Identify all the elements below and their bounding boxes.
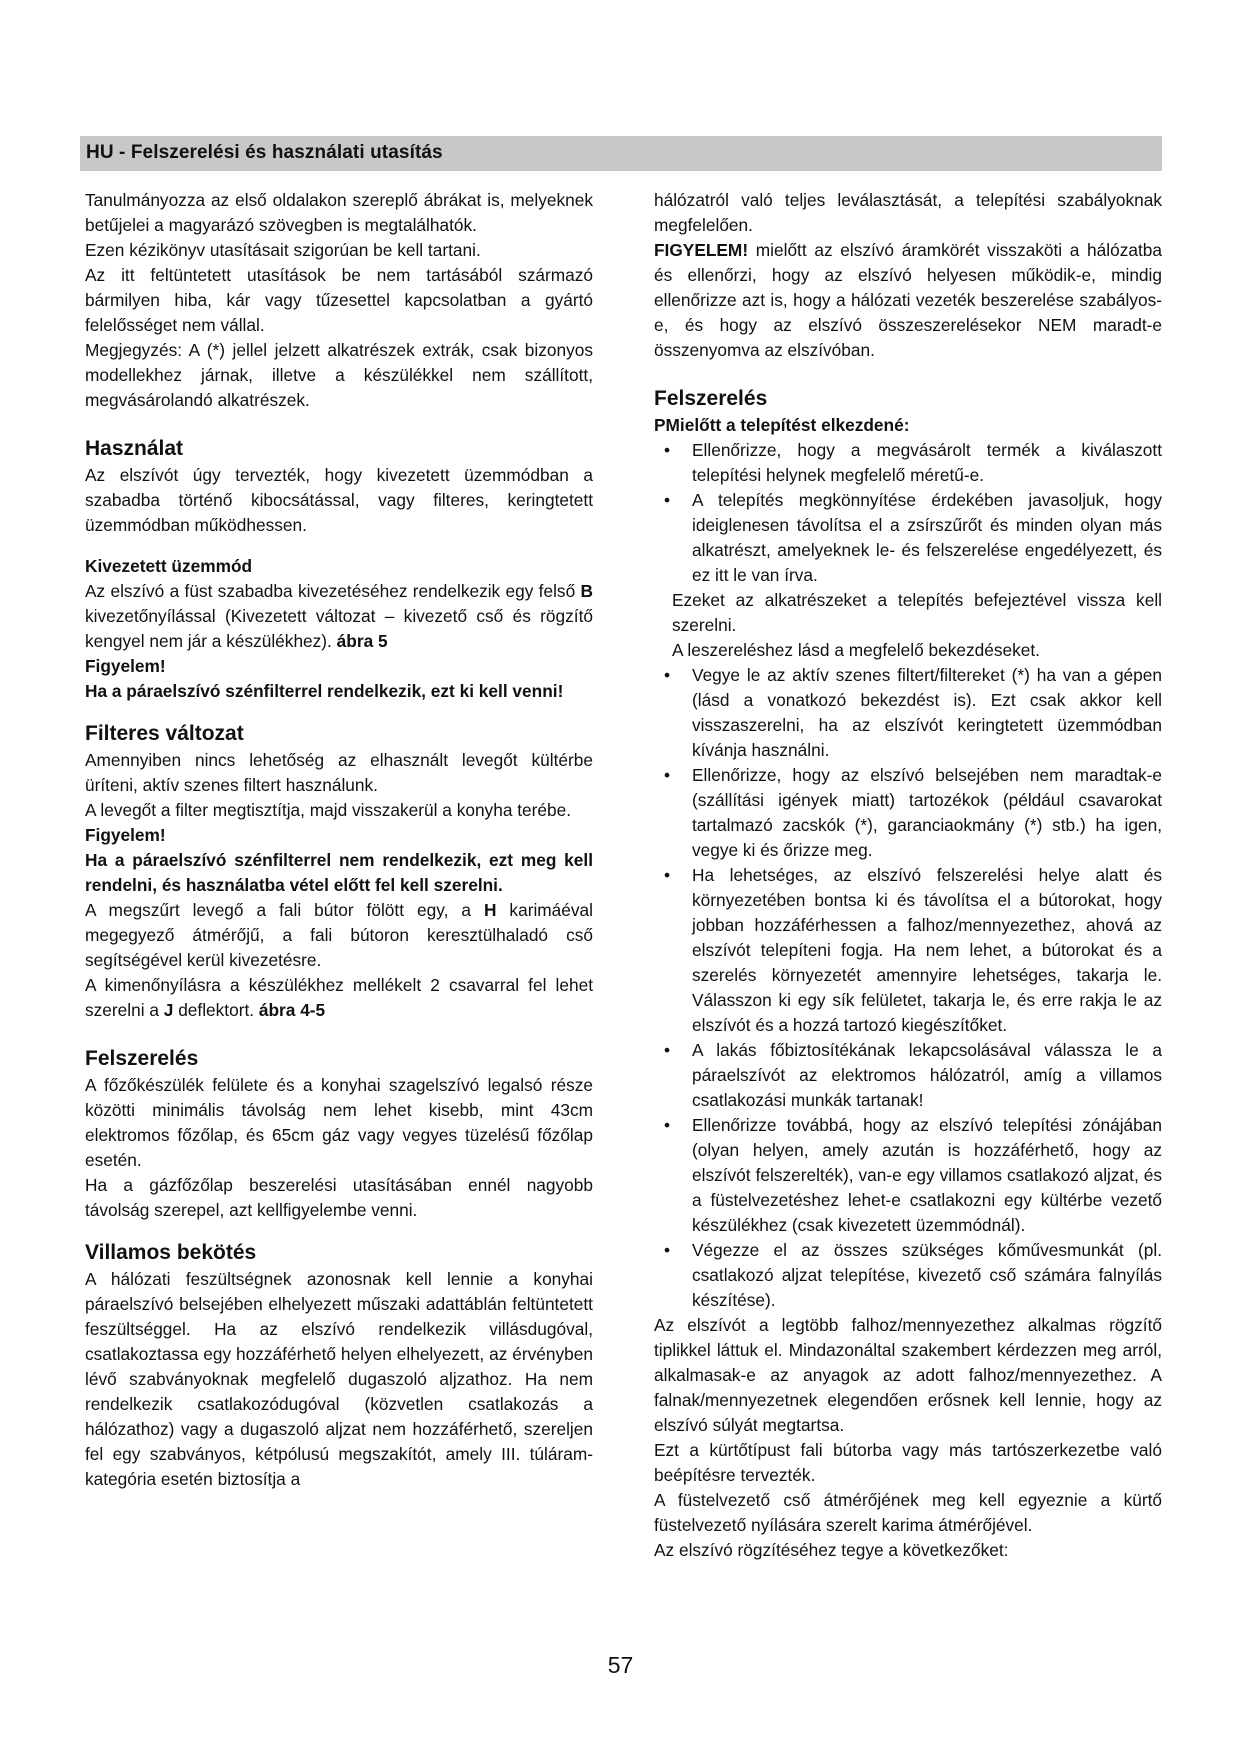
felszereles-right-heading: Felszerelés — [654, 387, 768, 410]
kivezetett-warning-title: Figyelem! — [85, 656, 166, 676]
kivezetett-heading: Kivezetett üzemmód — [85, 556, 253, 576]
filteres-warning-text: Ha a páraelszívó szénfilterrel nem rendelkezik, ezt meg kell rendelni, és használatba vétel előtt fel kell szerelni. — [85, 850, 593, 895]
felszereles-heading: Felszerelés — [85, 1047, 199, 1070]
right-column — [654, 188, 1162, 1563]
felszereles-paragraph: Ha a gázfőzőlap beszerelési utasításában ennél nagyobb távolság szerepel, azt kellfigyelembe venni. — [85, 1175, 593, 1220]
tail-paragraph: A füstelvezető cső átmérőjének meg kell egyeznie a kürtő füstelvezető nyílására szerelt karima átmérőjével. — [654, 1490, 1162, 1535]
intro-paragraph: Tanulmányozza az első oldalakon szereplő ábrákat is, melyeknek betűjelei a magyarázó szövegben is megtalálhatók. — [85, 190, 593, 235]
list-item: • A lakás főbiztosítékának lekapcsolásával válassza le a páraelszívót az elektromos hálózatról, amíg a villamos csatlakozási munkák tartanak! — [654, 1038, 1162, 1113]
filteres-paragraph: Amennyiben nincs lehetőség az elhasznált levegőt kültérbe üríteni, aktív szenes filtert használunk. — [85, 750, 593, 795]
list-item: • Végezze el az összes szükséges kőművesmunkát (pl. csatlakozó aljzat telepítése, kivezető cső számára falnyílás készítése). — [654, 1238, 1162, 1313]
tail-paragraph: Ezt a kürtőtípust fali bútorba vagy más tartószerkezetbe való beépítésre tervezték. — [654, 1440, 1162, 1485]
list-item: • Ellenőrizze, hogy a megvásárolt termék a kiválaszott telepítési helynek megfelelő méretű-e. — [654, 438, 1162, 488]
pre-install-heading: PMielőtt a telepítést elkezdené: — [654, 415, 910, 435]
filteres-warning-title: Figyelem! — [85, 825, 166, 845]
leszereles-note: A leszereléshez lásd a megfelelő bekezdéseket. — [672, 640, 1040, 660]
filteres-heading: Filteres változat — [85, 722, 244, 745]
filteres-paragraph: A megszűrt levegő a fali bútor fölött egy, a H karimáéval megegyező átmérőjű, a fali bútoron keresztülhaladó cső segítségével kerül kivezetésre. — [85, 900, 593, 970]
villamos-paragraph: A hálózati feszültségnek azonosnak kell lennie a konyhai páraelszívó belsejében elhelyezett műszaki adattáblán feltüntetett feszültséggel. Ha az elszívó rendelkezik villásdugóval, csatlakoztassa egy hozzáférhető helyen elhelyezett, az érvényben lévő szabványoknak megfelelő dugaszoló aljzathoz. Ha nem rendelkezik csatlakozódugóval (közvetlen csatlakozás a hálózathoz) vagy a dugaszoló aljzat nem hozzáférhető, szereljen fel egy szabványos, kétpólusú megszakítót, amely III. túláram-kategória esetén biztosítja a — [85, 1269, 593, 1489]
tail-paragraph: Az elszívót a legtöbb falhoz/mennyezethez alkalmas rögzítő tiplikkel láttuk el. Mindazonáltal szakembert kérdezzen meg arról, alkalmasak-e az anyagok az adott falhoz/mennyezethez. A falnak/mennyezetnek elegendően erősnek kell lennie, hogy az elszívó súlyát megtartsa. — [654, 1315, 1162, 1435]
intro-paragraph: Ezen kézikönyv utasításait szigorúan be kell tartani. — [85, 240, 481, 260]
hasznalat-text: Az elszívót úgy tervezték, hogy kivezetett üzemmódban a szabadba történő kibocsátással, vagy filteres, keringtetett üzemmódban működhessen. — [85, 465, 593, 535]
villamos-heading: Villamos bekötés — [85, 1241, 257, 1264]
list-item: • Ellenőrizze továbbá, hogy az elszívó telepítési zónájában (olyan helyen, amely azután is hozzáférhető, hogy az elszívót felszerelték), van-e egy villamos csatlakozó aljzat, és a füstelvezetéshez lehet-e csatlakozni egy kültérbe vezető készülékhez (csak kivezetett üzemmódnál). — [654, 1113, 1162, 1238]
tail-paragraph: Az elszívó rögzítéséhez tegye a következőket: — [654, 1540, 1009, 1560]
intro-paragraph: Az itt feltüntetett utasítások be nem tartásából származó bármilyen hiba, kár vagy tűzesettel kapcsolatban a gyártó felelősséget nem vállal. — [85, 265, 593, 335]
continued-paragraph: hálózatról való teljes leválasztását, a telepítési szabályoknak megfelelően. — [654, 190, 1162, 235]
section-header — [80, 136, 1162, 171]
intro-paragraph: Megjegyzés: A (*) jellel jelzett alkatrészek extrák, csak bizonyos modellekhez járnak, illetve a készülékkel nem szállított, megvásárolandó alkatrészek. — [85, 340, 593, 410]
ezeket-note: Ezeket az alkatrészeket a telepítés befejeztével vissza kell szerelni. — [672, 590, 1162, 635]
hasznalat-heading: Használat — [85, 437, 184, 460]
list-item: • Vegye le az aktív szenes filtert/filtereket (*) ha van a gépen (lásd a vonatkozó bekezdést is). Ezt csak akkor kell visszaszerelni, ha az elszívót keringtetett üzemmódban kívánja használni. — [654, 663, 1162, 763]
list-item: • Ellenőrizze, hogy az elszívó belsejében nem maradtak-e (szállítási igények miatt) tartozékok (például csavarokat tartalmazó zacskók (*), garanciaokmány (*) stb.) ha igen, vegye ki és őrizze meg. — [654, 763, 1162, 863]
filteres-paragraph: A kimenőnyílásra a készülékhez mellékelt 2 csavarral fel lehet szerelni a J deflektort. ábra 4-5 — [85, 975, 593, 1020]
list-item: • A telepítés megkönnyítése érdekében javasoljuk, hogy ideiglenesen távolítsa el a zsírszűrőt és minden olyan más alkatrészt, amelyeknek le- és felszerelése engedélyezett, és ez itt le van írva. — [654, 488, 1162, 588]
figyelem-paragraph: FIGYELEM! mielőtt az elszívó áramkörét visszaköti a hálózatba és ellenőrzi, hogy az elszívó helyesen működik-e, mindig ellenőrizze azt is, hogy a hálózati vezeték beszerelése szabályos-e, és hogy az elszívó összeszerelésekor NEM maradt-e összenyomva az elszívóban. — [654, 240, 1162, 360]
kivezetett-text: Az elszívó a füst szabadba kivezetéséhez rendelkezik egy felső B kivezetőnyílással (Kivezetett változat – kivezető cső és rögzítő kengyel nem jár a készülékhez). ábra 5 — [85, 581, 593, 651]
page-title: HU - Felszerelési és használati utasítás — [86, 142, 443, 163]
kivezetett-warning-text: Ha a páraelszívó szénfilterrel rendelkezik, ezt ki kell venni! — [85, 681, 564, 701]
page-number: 57 — [607, 1652, 634, 1678]
install-steps-list — [654, 663, 1162, 1313]
felszereles-paragraph: A főzőkészülék felülete és a konyhai szagelszívó legalsó része közötti minimális távolság nem lehet kisebb, mint 43cm elektromos főzőlap, és 65cm gáz vagy vegyes tüzelésű főzőlap esetén. — [85, 1075, 593, 1170]
filteres-paragraph: A levegőt a filter megtisztítja, majd visszakerül a konyha terébe. — [85, 800, 572, 820]
left-column — [85, 188, 593, 1492]
list-item: • Ha lehetséges, az elszívó felszerelési helye alatt és környezetében bontsa ki és távolítsa el a bútorokat, hogy jobban hozzáférhessen a falhoz/mennyezethez, ahová az elszívót telepíteni fogja. Ha nem lehet, a bútorokat és a szerelés környezetét amennyire lehetséges, takarja le. Válasszon ki egy sík felületet, takarja le, és erre rakja le az elszívót és a hozzá tartozó kiegészítőket. — [654, 863, 1162, 1038]
pre-install-list — [654, 438, 1162, 588]
